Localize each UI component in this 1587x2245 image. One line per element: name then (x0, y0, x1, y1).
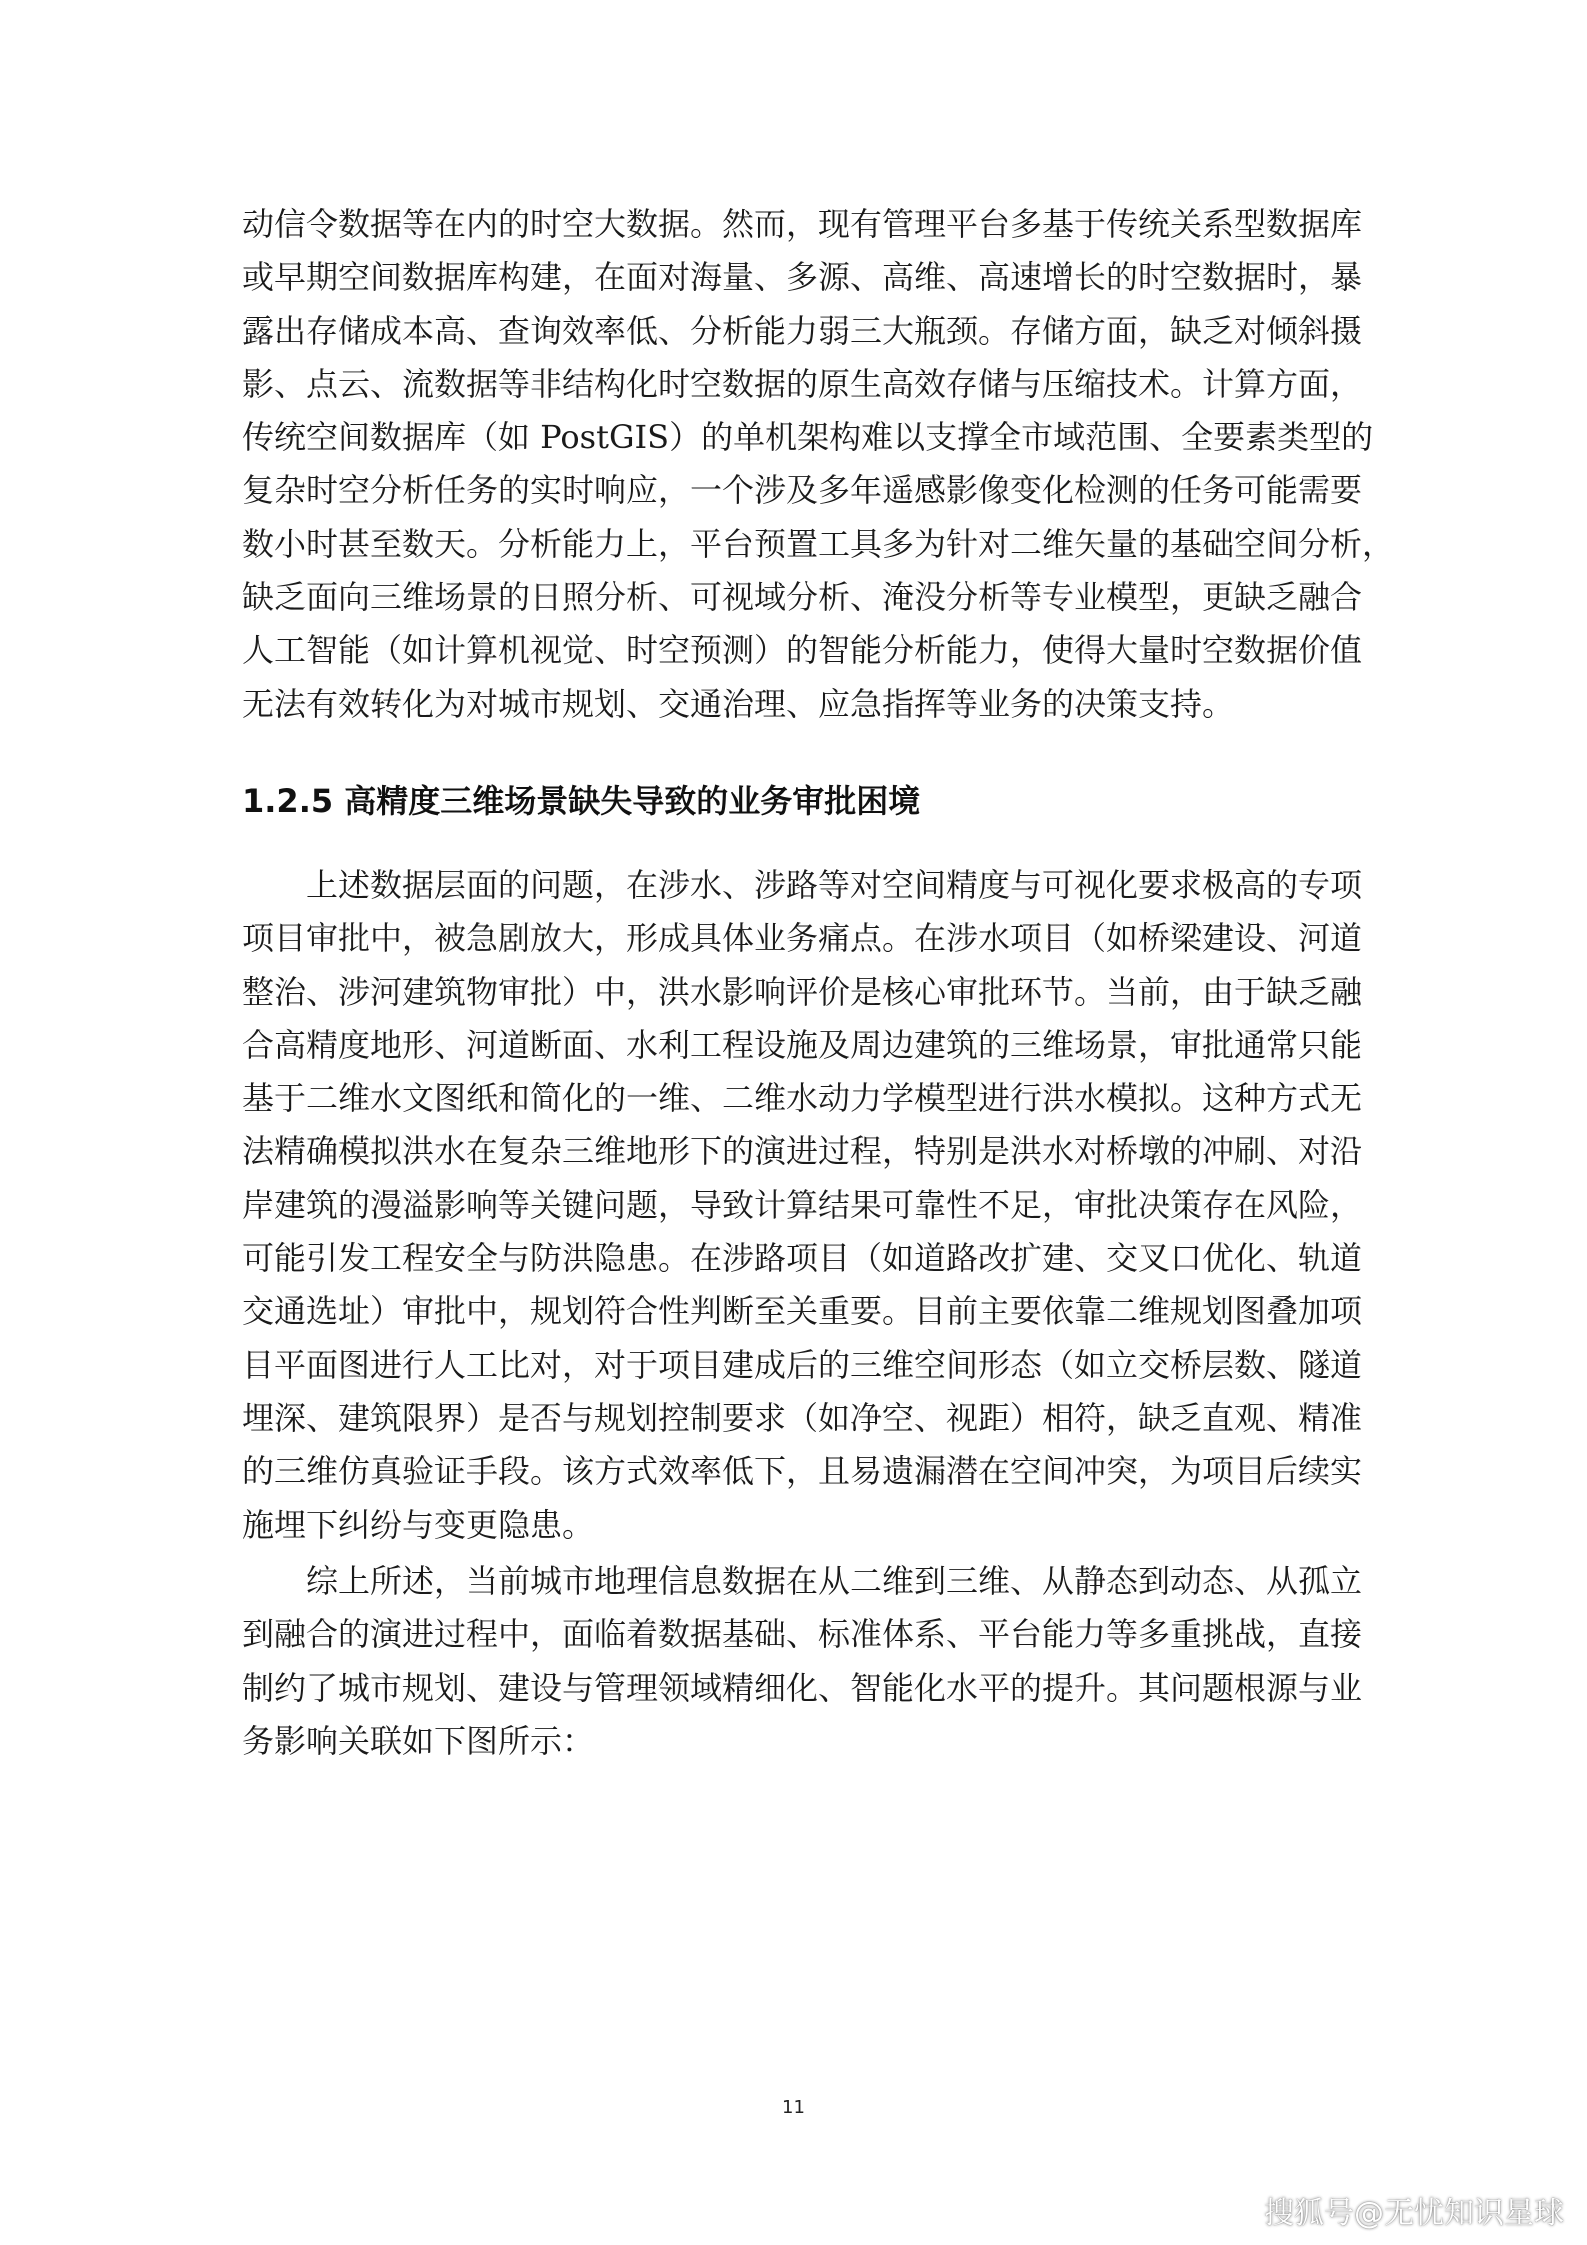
text-line: 合高精度地形、河道断面、水利工程设施及周边建筑的三维场景，审批通常只能 (242, 1025, 1363, 1064)
text-line: 岸建筑的漫溢影响等关键问题，导致计算结果可靠性不足，审批决策存在风险， (242, 1185, 1363, 1224)
text-line: 务影响关联如下图所示： (242, 1721, 595, 1760)
text-line: 露出存储成本高、查询效率低、分析能力弱三大瓶颈。存储方面，缺乏对倾斜摄 (242, 311, 1363, 350)
text-line: 数小时甚至数天。分析能力上，平台预置工具多为针对二维矢量的基础空间分析， (242, 524, 1395, 563)
text-line: 交通选址）审批中，规划符合性判断至关重要。目前主要依靠二维规划图叠加项 (242, 1292, 1363, 1331)
body-paragraph-2 (242, 859, 1363, 1552)
text-line: 综上所述，当前城市地理信息数据在从二维到三维、从静态到动态、从孤立 (242, 1562, 1363, 1600)
text-line: 人工智能（如计算机视觉、时空预测）的智能分析能力，使得大量时空数据价值 (242, 631, 1363, 670)
text-line: 基于二维水文图纸和简化的一维、二维水动力学模型进行洪水模拟。这种方式无 (242, 1079, 1363, 1118)
text-line: 上述数据层面的问题，在涉水、涉路等对空间精度与可视化要求极高的专项 (242, 866, 1363, 904)
text-line: 目平面图进行人工比对，对于项目建成后的三维空间形态（如立交桥层数、隧道 (242, 1345, 1363, 1384)
text-line: 到融合的演进过程中，面临着数据基础、标准体系、平台能力等多重挑战，直接 (242, 1615, 1363, 1654)
text-line: 复杂时空分析任务的实时响应，一个涉及多年遥感影像变化检测的任务可能需要 (242, 471, 1363, 510)
text-line: 施埋下纠纷与变更隐患。 (242, 1505, 595, 1544)
section-heading: 1.2.5 高精度三维场景缺失导致的业务审批困境 (242, 782, 921, 820)
text-line: 影、点云、流数据等非结构化时空数据的原生高效存储与压缩技术。计算方面， (242, 364, 1363, 403)
text-line: 可能引发工程安全与防洪隐患。在涉路项目（如道路改扩建、交叉口优化、轨道 (242, 1239, 1363, 1278)
text-line: 或早期空间数据库构建，在面对海量、多源、高维、高速增长的时空数据时，暴 (242, 258, 1363, 297)
text-line: 的三维仿真验证手段。该方式效率低下，且易遗漏潜在空间冲突，为项目后续实 (242, 1452, 1363, 1491)
body-paragraph-1 (242, 198, 1395, 731)
text-line: 法精确模拟洪水在复杂三维地形下的演进过程，特别是洪水对桥墩的冲刷、对沿 (242, 1132, 1363, 1171)
page-number: 11 (782, 2097, 805, 2118)
text-line: 制约了城市规划、建设与管理领域精细化、智能化水平的提升。其问题根源与业 (242, 1668, 1363, 1707)
text-line: 整治、涉河建筑物审批）中，洪水影响评价是核心审批环节。当前，由于缺乏融 (242, 972, 1363, 1011)
text-line: 传统空间数据库（如 PostGIS）的单机架构难以支撑全市域范围、全要素类型的 (242, 418, 1374, 457)
text-line: 动信令数据等在内的时空大数据。然而，现有管理平台多基于传统关系型数据库 (242, 205, 1363, 243)
text-line: 缺乏面向三维场景的日照分析、可视域分析、淹没分析等专业模型，更缺乏融合 (242, 578, 1363, 617)
body-paragraph-3 (242, 1555, 1363, 1768)
watermark: 搜狐号@无忧知识星球 (1264, 2196, 1564, 2231)
text-line: 无法有效转化为对城市规划、交通治理、应急指挥等业务的决策支持。 (242, 684, 1235, 723)
text-line: 埋深、建筑限界）是否与规划控制要求（如净空、视距）相符，缺乏直观、精准 (242, 1398, 1363, 1437)
text-line: 项目审批中，被急剧放大，形成具体业务痛点。在涉水项目（如桥梁建设、河道 (242, 919, 1363, 958)
